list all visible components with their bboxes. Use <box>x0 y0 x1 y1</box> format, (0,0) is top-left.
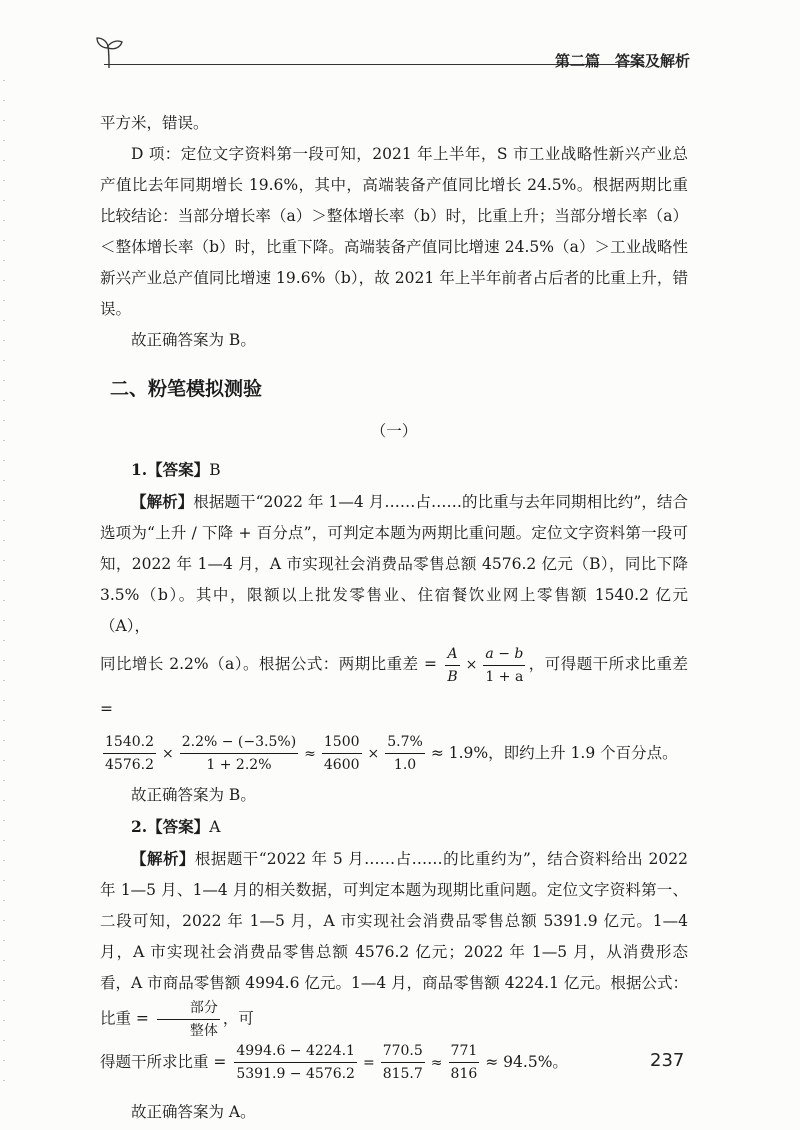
section-title: 第二篇 答案及解析 <box>554 52 690 70</box>
q2-analysis <box>100 843 688 1040</box>
q1-formula-tail: ，可得题干所求比重差 = <box>100 655 688 718</box>
paragraph-option-d: D 项：定位文字资料第一段可知，2021 年上半年，S 市工业战略性新兴产业总产值比去年同期增长 19.6%，其中，高端装备产值同比增长 24.5%。根据两期比重比较结论：当部分增长率（a）＞整体增长率（b）时，比重上升；当部分增长率（a）＜整体增长率（b）时，比重下降。高端装备产值同比增速 24.5%（a）＞工业战略性新兴产业总产值同比增速 19.6%（b），故 2021 年上半年前者占后者的比重上升，错误。 <box>100 145 688 318</box>
section-heading: 二、粉笔模拟测验 <box>110 378 263 400</box>
fraction: $\frac{5.7\%}{1.0}$ <box>387 734 423 773</box>
fraction: $\frac{\text{部分}}{\text{整体}}$ <box>157 999 220 1040</box>
fraction: $\frac{4994.6 - 4224.1}{5391.9 - 4576.2}$ <box>236 1043 355 1082</box>
q1-analysis-text: 根据题干“2022 年 1—4 月……占……的比重与去年同期相比约”，结合选项为“上升 / 下降 + 百分点”，可判定本题为两期比重问题。定位文字资料第一段可知，2022 年 1—4 月，A 市实现社会消费品零售总额 4576.2 亿元（B），同比下降 3.5%（b）。其中，限额以上批发零售业、住宿餐饮业网上零售额 1540.2 亿元（A）， <box>100 493 688 635</box>
q1-formula: $\frac{A}{B}$ × $\frac{a - b}{1 + a}$ <box>447 645 524 685</box>
page-header <box>92 34 732 74</box>
q1-answer: B <box>209 461 221 479</box>
fraction: $\frac{a - b}{1 + a}$ <box>485 645 524 685</box>
q1-answer-label: 1.【答案】 <box>131 460 210 479</box>
fraction: $\frac{771}{816}$ <box>450 1043 478 1082</box>
fraction: $\frac{1540.2}{4576.2}$ <box>105 734 154 773</box>
q2-answer: A <box>209 818 221 836</box>
q1-formula-lead: 同比增长 2.2%（a）。根据公式：两期比重差 = <box>100 655 437 673</box>
binding-dots <box>3 80 5 1100</box>
q2-calculation: 得题干所求比重 = $\frac{4994.6 - 4224.1}{5391.9 - 4576.2}$ = $\frac{770.5}{815.7}$ ≈ $\frac{771}{816}$ ≈ 94.5%。 <box>100 1043 568 1082</box>
q1-conclusion: 故正确答案为 B。 <box>131 786 256 804</box>
q1-analysis-tag: 【解析】 <box>131 492 194 511</box>
q2-result: ≈ 94.5%。 <box>485 1052 568 1071</box>
q2-answer-line <box>100 811 688 843</box>
q1-formula-line <box>100 642 688 731</box>
conclusion-text: 故正确答案为 B。 <box>131 331 256 349</box>
q2-after-formula: ，可 <box>222 1009 254 1028</box>
fraction: $\frac{2.2\% - (-3.5\%)}{1 + 2.2\%}$ <box>181 734 297 773</box>
q1-answer-line <box>100 454 688 486</box>
q2-answer-label: 2.【答案】 <box>131 817 210 836</box>
fraction: $\frac{1500}{4600}$ <box>323 734 360 773</box>
page-body <box>100 108 688 1128</box>
fraction: $\frac{A}{B}$ <box>447 645 458 685</box>
q1-result: ≈ 1.9%，即约上升 1.9 个百分点。 <box>430 743 678 762</box>
subsection-heading: （一） <box>370 422 418 440</box>
paragraph-continuation: 平方米，错误。 <box>100 114 209 132</box>
q2-analysis-tag: 【解析】 <box>131 849 195 868</box>
q2-calc-lead: 得题干所求比重 = <box>100 1052 227 1071</box>
q1-analysis <box>100 486 688 642</box>
q2-analysis-text: 根据题干“2022 年 5 月……占……的比重约为”，结合资料给出 2022 年 1—5 月、1—4 月的相关数据，可判定本题为现期比重问题。定位文字资料第一、二段可知，2022 年 1—5 月，A 市实现社会消费品零售总额 5391.9 亿元。1—4 月，A 市实现社会消费品零售总额 4576.2 亿元；2022 年 1—5 月，从消费形态看，A 市商品零售额 4994.6 亿元。1—4 月，商品零售额 4224.1 亿元。根据公式：比重 = <box>100 850 688 1028</box>
q2-conclusion: 故正确答案为 A。 <box>131 1103 256 1121</box>
page-number: 237 <box>650 1050 685 1071</box>
q1-calculation: $\frac{1540.2}{4576.2}$ × $\frac{2.2\% - (-3.5\%)}{1 + 2.2\%}$ ≈ $\frac{1500}{4600}$ × $\frac{5.7\%}{1.0}$ ≈ 1.9%，即约上升 1.9 个百分点。 <box>105 734 678 773</box>
fraction: $\frac{770.5}{815.7}$ <box>382 1043 423 1082</box>
q2-ratio-formula <box>154 999 223 1040</box>
